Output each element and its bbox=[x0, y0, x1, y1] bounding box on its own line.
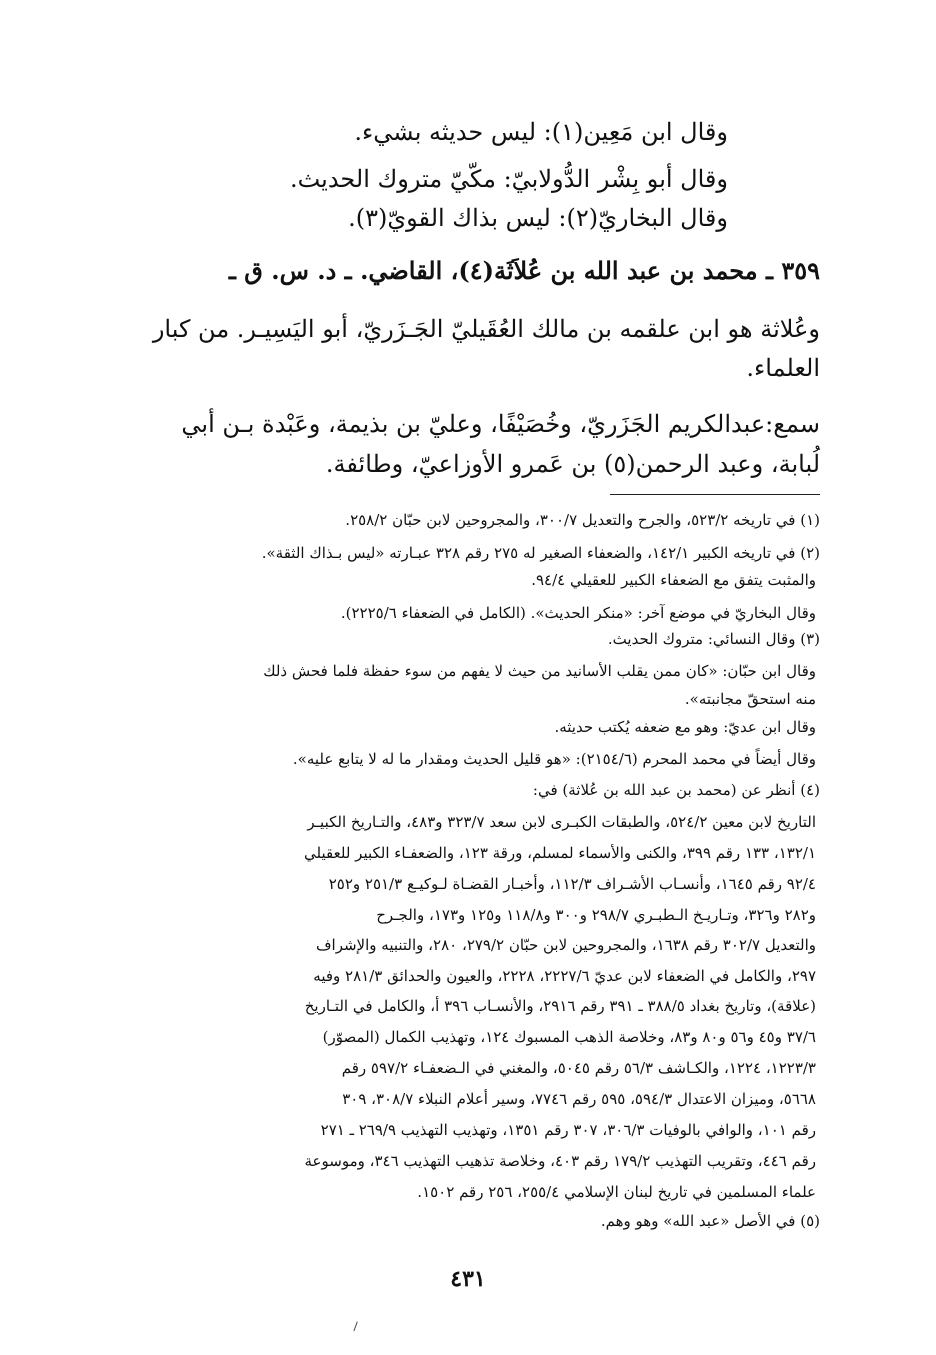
footnote-line: رقم ٤٤٦، وتقريب التهذيب ١٧٩/٢ رقم ٤٠٣، وخلاصة تذهيب التهذيب ٣٤٦، وموسوعة bbox=[304, 1152, 816, 1170]
entry-heading: ٣٥٩ ـ محمد بن عبد الله بن عُلاَثَة(٤)، القاضي. ـ د. س. ق ـ bbox=[228, 256, 820, 285]
footnote-line: (٤) أنظر عن (محمد بن عبد الله بن عُلاثة) في: bbox=[532, 781, 820, 799]
footnote-line: ١٣٢/١، ١٣٣ رقم ٣٩٩، والكنى والأسماء لمسلم، ورقة ١٢٣، والضعفـاء الكبير للعقيلي bbox=[304, 844, 816, 862]
footnote-line: والتعديل ٣٠٢/٧ رقم ١٦٣٨، والمجروحين لابن حبّان ٢٧٩/٢، ٢٨٠، والتنبيه والإشراف bbox=[315, 936, 816, 954]
footnote-line: وقال البخاريّ في موضع آخر: «منكر الحديث». (الكامل في الضعفاء ٢٢٢٥/٦). bbox=[340, 604, 816, 622]
footnote-line: و٢٨٢ و٣٢٦، وتـاريـخ الـطبـري ٢٩٨/٧ و٣٠٠ و١١٨/٨ و١٢٥ و١٧٣، والجـرح bbox=[376, 906, 816, 924]
footnote-separator bbox=[610, 494, 820, 495]
footnote-line: (٥) في الأصل «عبد الله» وهو وهم. bbox=[600, 1212, 820, 1230]
page-number: ٤٣١ bbox=[450, 1266, 486, 1292]
footnote-line: رقم ١٠١، والوافي بالوفيات ٣٠٦/٣، ٣٠٧ رقم ١٣٥١، وتهذيب التهذيب ٢٦٩/٩ ـ ٢٧١ bbox=[320, 1121, 816, 1139]
footnote-line: التاريخ لابن معين ٥٢٤/٢، والطبقات الكبـرى لابن سعد ٣٢٣/٧ و٤٨٣، والتـاريخ الكبيـر bbox=[307, 813, 816, 831]
footnote-line: ٢٩٧، والكامل في الضعفاء لابن عديّ ٢٢٢٧/٦، ٢٢٢٨، والعيون والحدائق ٢٨١/٣ وفيه bbox=[313, 967, 816, 985]
footnote-line: ١٢٢٣/٣، ١٢٢٤، والكـاشف ٥٦/٣ رقم ٥٠٤٥، والمغني في الـضعفـاء ٥٩٧/٢ رقم bbox=[341, 1059, 816, 1077]
footnote-line: (٢) في تاريخه الكبير ١٤٢/١، والضعفاء الصغير له ٢٧٥ رقم ٣٢٨ عبـارته «ليس بـذاك الثقة». bbox=[261, 544, 820, 562]
footnote-line: (علاقة)، وتاريخ بغداد ٣٨٨/٥ ـ ٣٩١ رقم ٢٩١٦، والأنسـاب ٣٩٦ أ، والكامل في التـاريخ bbox=[304, 997, 816, 1015]
main-line: لُبابة، وعبد الرحمن(٥) بن عَمرو الأوزاعيّ، وطائفة. bbox=[325, 450, 820, 478]
footnote-line: ٥٦٦٨، وميزان الاعتدال ٥٩٤/٣، ٥٩٥ رقم ٧٧٤٦، وسير أعلام النبلاء ٣٠٨/٧، ٣٠٩ bbox=[342, 1090, 816, 1108]
footnote-line: (٣) وقال النسائي: متروك الحديث. bbox=[607, 630, 820, 648]
footnote-line: ٩٢/٤ رقم ١٦٤٥، وأنسـاب الأشـراف ١١٢/٣، وأخبـار القضـاة لـوكيـع ٢٥١/٣ و٢٥٢ bbox=[328, 875, 816, 893]
footnote-line: وقال ابن عديّ: وهو مع ضعفه يُكتب حديثه. bbox=[554, 718, 816, 736]
footnote-line: وقال ابن حبّان: «كان ممن يقلب الأسانيد من حيث لا يفهم من سوء حفظة فلما فحش ذلك bbox=[263, 662, 816, 680]
footnote-line: علماء المسلمين في تاريخ لبنان الإسلامي ٢٥٥/٤، ٢٥٦ رقم ١٥٠٢. bbox=[417, 1183, 816, 1201]
footnote-line: والمثبت يتفق مع الضعفاء الكبير للعقيلي ٩٤/٤. bbox=[531, 571, 816, 589]
footnote-line: ٣٧/٦ و٤٥ و٥٦ و٨٠ و٨٣، وخلاصة الذهب المسبوك ١٢٤، وتهذيب الكمال (المصوّر) bbox=[322, 1028, 816, 1046]
main-line: وقال البخاريّ(٢): ليس بذاك القويّ(٣). bbox=[348, 204, 728, 232]
footnote-line: منه استحقّ مجانبته». bbox=[684, 690, 816, 708]
footnote-line: (١) في تاريخه ٥٢٣/٢، والجرح والتعديل ٣٠٠/٧، والمجروحين لابن حبّان ٢٥٨/٢. bbox=[345, 511, 820, 529]
main-line: وقال ابن مَعِين(١): ليس حديثه بشيء. bbox=[354, 118, 728, 146]
main-line: وقال أبو بِشْر الدُّولابيّ: مكّيّ متروك الحديث. bbox=[289, 165, 728, 193]
footnote-line: وقال أيضاً في محمد المحرم (٢١٥٤/٦): «هو قليل الحديث ومقدار ما له لا يتابع عليه». bbox=[292, 750, 816, 768]
main-line: سمع:عبدالكريم الجَزَريّ، وخُصَيْفًا، وعليّ بن بذيمة، وعَبْدة بـن أبي bbox=[181, 410, 820, 438]
scan-mark bbox=[353, 1321, 361, 1332]
main-line: العلماء. bbox=[746, 354, 820, 382]
main-line: وعُلاثة هو ابن علقمه بن مالك العُقَيليّ الجَـزَريّ، أبو اليَسِيـر. من كبار bbox=[152, 315, 820, 343]
